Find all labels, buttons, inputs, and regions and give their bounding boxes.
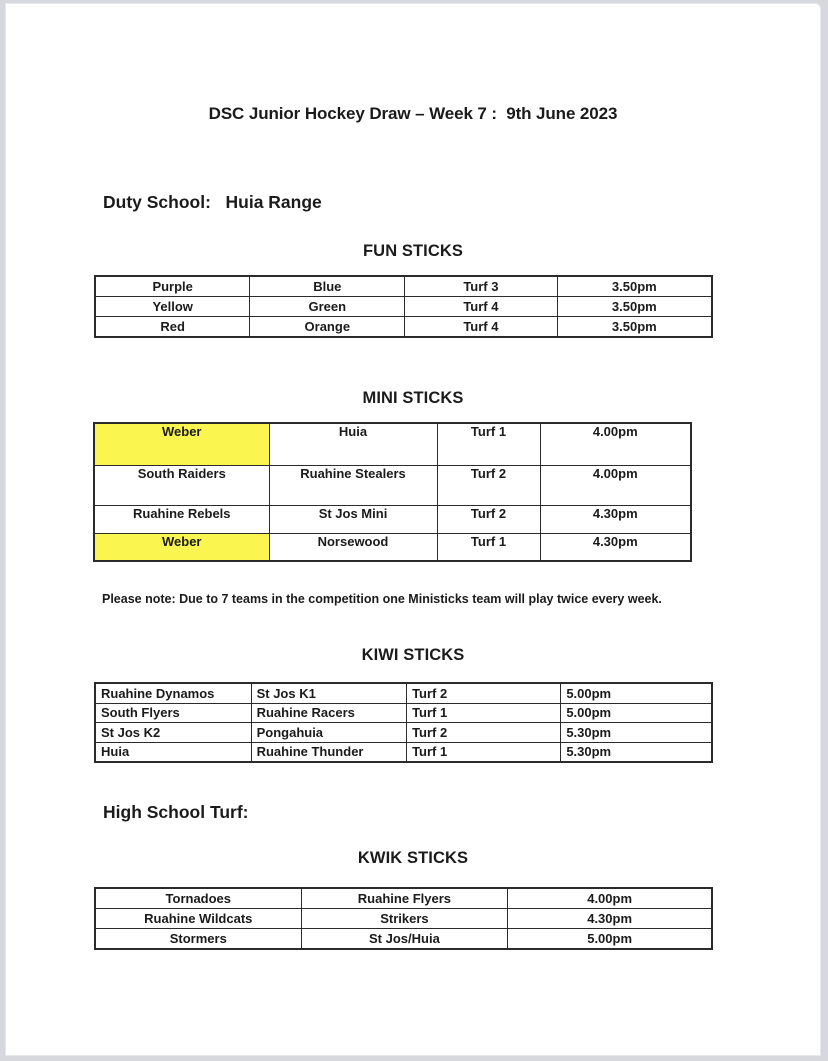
table-cell: Red: [95, 317, 250, 338]
table-cell: 4.30pm: [540, 506, 691, 534]
table-cell: Yellow: [95, 297, 250, 317]
table-cell: Purple: [95, 276, 250, 297]
table-cell: Tornadoes: [95, 888, 301, 909]
table-cell: South Raiders: [94, 466, 269, 506]
kiwi-sticks-table: [94, 682, 713, 763]
table-row: [94, 466, 691, 506]
table-cell: 4.00pm: [540, 423, 691, 466]
table-row: [95, 888, 712, 909]
table-row: [95, 276, 712, 297]
table-cell: Turf 2: [407, 683, 561, 703]
table-cell: 4.30pm: [540, 534, 691, 562]
table-row: [94, 534, 691, 562]
table-cell: Ruahine Flyers: [301, 888, 508, 909]
section-heading-kwik-sticks: KWIK STICKS: [357, 849, 469, 867]
table-cell: 4.30pm: [508, 909, 712, 929]
duty-school-line: Duty School: Huia Range: [103, 192, 322, 212]
table-cell: 5.00pm: [561, 683, 712, 703]
table-cell: Turf 4: [405, 317, 557, 338]
table-cell: Huia: [95, 742, 251, 762]
table-cell: Ruahine Dynamos: [95, 683, 251, 703]
table-cell: St Jos Mini: [269, 506, 437, 534]
table-cell: Ruahine Racers: [251, 703, 406, 723]
table-cell: Orange: [250, 317, 405, 338]
table-row: [94, 423, 691, 466]
table-row: [95, 929, 712, 950]
table-row: [95, 683, 712, 703]
table-cell: St Jos K1: [251, 683, 406, 703]
table-cell: 3.50pm: [557, 276, 712, 297]
section-heading-fun-sticks: FUN STICKS: [363, 242, 463, 260]
fun-sticks-table: [94, 275, 713, 338]
table-cell: Turf 1: [407, 742, 561, 762]
table-cell: South Flyers: [95, 703, 251, 723]
table-row: [95, 297, 712, 317]
table-row: [95, 703, 712, 723]
table-row: [94, 506, 691, 534]
table-cell: Pongahuia: [251, 723, 406, 743]
table-cell: Strikers: [301, 909, 508, 929]
table-cell: St Jos/Huia: [301, 929, 508, 950]
kwik-sticks-table: [94, 887, 713, 950]
table-cell: Huia: [269, 423, 437, 466]
highlighted-cell: Weber: [94, 534, 269, 562]
table-cell: Norsewood: [269, 534, 437, 562]
table-cell: Ruahine Stealers: [269, 466, 437, 506]
mini-sticks-table: [93, 422, 692, 562]
page-title: DSC Junior Hockey Draw – Week 7 : 9th June 2023: [208, 104, 618, 123]
table-cell: Turf 1: [437, 534, 540, 562]
table-cell: 4.00pm: [540, 466, 691, 506]
table-cell: 5.00pm: [561, 703, 712, 723]
table-cell: Turf 4: [405, 297, 557, 317]
document-page: [5, 3, 821, 1056]
table-cell: 5.00pm: [508, 929, 712, 950]
table-cell: Ruahine Rebels: [94, 506, 269, 534]
table-cell: 3.50pm: [557, 297, 712, 317]
highlighted-cell: Weber: [94, 423, 269, 466]
table-row: [95, 317, 712, 338]
table-cell: Turf 2: [437, 506, 540, 534]
table-cell: Blue: [250, 276, 405, 297]
table-cell: Ruahine Thunder: [251, 742, 406, 762]
table-row: [95, 742, 712, 762]
table-row: [95, 723, 712, 743]
table-cell: Ruahine Wildcats: [95, 909, 301, 929]
table-cell: Turf 1: [437, 423, 540, 466]
table-cell: Green: [250, 297, 405, 317]
ministicks-note: Please note: Due to 7 teams in the competition one Ministicks team will play twice every week.: [102, 592, 662, 606]
table-cell: Turf 1: [407, 703, 561, 723]
section-heading-kiwi-sticks: KIWI STICKS: [361, 646, 465, 664]
table-cell: 5.30pm: [561, 742, 712, 762]
high-school-turf-label: High School Turf:: [103, 802, 249, 822]
table-cell: Turf 2: [407, 723, 561, 743]
table-row: [95, 909, 712, 929]
table-cell: 5.30pm: [561, 723, 712, 743]
table-cell: 3.50pm: [557, 317, 712, 338]
table-cell: Stormers: [95, 929, 301, 950]
table-cell: St Jos K2: [95, 723, 251, 743]
table-cell: 4.00pm: [508, 888, 712, 909]
table-cell: Turf 3: [405, 276, 557, 297]
table-cell: Turf 2: [437, 466, 540, 506]
section-heading-mini-sticks: MINI STICKS: [362, 389, 464, 407]
